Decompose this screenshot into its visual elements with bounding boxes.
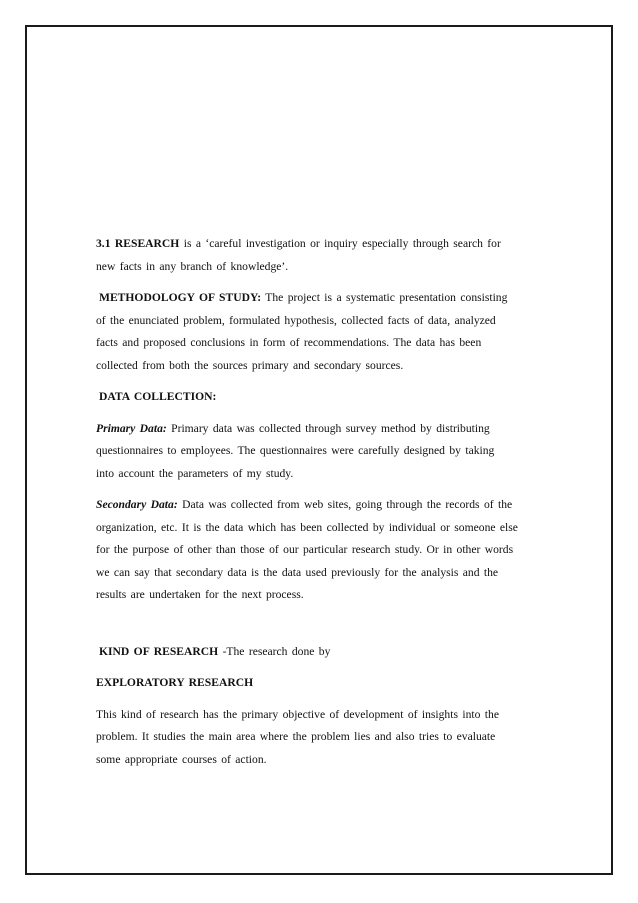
secondary-line-5: results are undertaken for the next process. [96, 588, 304, 601]
methodology-line-3: facts and proposed conclusions in form of recommendations. The data has been [96, 336, 482, 349]
exploratory-heading-paragraph [96, 672, 551, 695]
exploratory-line-2: problem. It studies the main area where the problem lies and also tries to evaluate [96, 730, 496, 743]
methodology-line-4: collected from both the sources primary and secondary sources. [96, 358, 404, 372]
methodology-paragraph [96, 287, 551, 377]
primary-line-3: into account the parameters of my study. [96, 466, 294, 480]
primary-line-2: questionnaires to employees. The questionnaires were carefully designed by taking [96, 444, 495, 457]
secondary-line-1: Data was collected from web sites, going through the records of the [177, 498, 513, 511]
primary-data-label: Primary Data: [96, 421, 167, 435]
secondary-line-2: organization, etc. It is the data which has been collected by individual or someone else [96, 520, 518, 534]
secondary-data-label: Secondary Data: [96, 498, 178, 511]
data-collection-paragraph [96, 386, 551, 409]
document-body [96, 233, 551, 780]
research-paragraph [96, 233, 551, 278]
primary-data-paragraph [96, 418, 551, 486]
primary-line-1: Primary data was collected through survey method by distributing [166, 421, 490, 435]
exploratory-line-1: This kind of research has the primary objective of development of insights into the [96, 707, 499, 721]
methodology-line-1: The project is a systematic presentation consisting [261, 291, 508, 304]
exploratory-research-heading: EXPLORATORY RESEARCH [96, 676, 254, 689]
exploratory-line-3: some appropriate courses of action. [96, 752, 267, 766]
research-line-1: is a ‘careful investigation or inquiry especially through search for [179, 237, 501, 250]
secondary-line-3: for the purpose of other than those of our particular research study. Or in other words [96, 543, 514, 556]
kind-of-research-paragraph [96, 641, 551, 664]
methodology-line-2: of the enunciated problem, formulated hypothesis, collected facts of data, analyzed [96, 313, 496, 327]
kind-of-research-text: -The research done by [218, 644, 331, 658]
research-line-2: new facts in any branch of knowledge’. [96, 259, 289, 273]
exploratory-description-paragraph [96, 704, 551, 772]
kind-of-research-heading: KIND OF RESEARCH [99, 644, 219, 658]
secondary-data-paragraph [96, 494, 551, 607]
data-collection-heading: DATA COLLECTION: [99, 390, 217, 403]
methodology-heading: METHODOLOGY OF STUDY: [99, 291, 262, 304]
research-heading: 3.1 RESEARCH [96, 237, 180, 250]
secondary-line-4: we can say that secondary data is the data used previously for the analysis and the [96, 565, 499, 579]
